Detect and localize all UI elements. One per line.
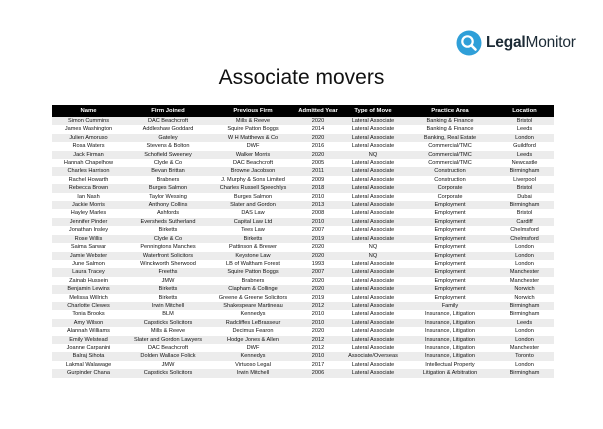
table-row — [52, 159, 554, 167]
practice-area-cell: Employment — [405, 243, 495, 251]
previous-firm-cell: Pattinson & Brewer — [211, 243, 295, 251]
firm-joined-cell: JMW — [125, 277, 211, 285]
name-cell: Hayley Marles — [52, 209, 125, 217]
previous-firm-cell: Virtuoso Legal — [211, 361, 295, 369]
previous-firm-cell: Squire Patton Boggs — [211, 268, 295, 276]
admitted-year-cell: 2020 — [295, 327, 341, 335]
practice-area-cell: Banking, Real Estate — [405, 134, 495, 142]
location-cell: London — [495, 243, 554, 251]
table-row — [52, 302, 554, 310]
type-of-move-cell: Lateral Associate — [341, 167, 405, 175]
name-cell: Charles Harrison — [52, 167, 125, 175]
column-header-firm-joined: Firm Joined — [125, 105, 211, 117]
firm-joined-cell: Burges Salmon — [125, 184, 211, 192]
type-of-move-cell: Lateral Associate — [341, 134, 405, 142]
location-cell: Bristol — [495, 184, 554, 192]
firm-joined-cell: Waterfront Solicitors — [125, 252, 211, 260]
name-cell: Hannah Chapelhow — [52, 159, 125, 167]
table-row — [52, 260, 554, 268]
practice-area-cell: Construction — [405, 176, 495, 184]
name-cell: Laura Tracey — [52, 268, 125, 276]
firm-joined-cell: Slater and Gordon Lawyers — [125, 336, 211, 344]
name-cell: Emily Welstead — [52, 336, 125, 344]
firm-joined-cell: Anthony Collins — [125, 201, 211, 209]
firm-joined-cell: Bevan Brittan — [125, 167, 211, 175]
location-cell: London — [495, 336, 554, 344]
firm-joined-cell: Freeths — [125, 268, 211, 276]
admitted-year-cell: 2010 — [295, 218, 341, 226]
previous-firm-cell: Radcliffes LeBrasseur — [211, 319, 295, 327]
practice-area-cell: Corporate — [405, 193, 495, 201]
location-cell: Manchester — [495, 268, 554, 276]
firm-joined-cell: BLM — [125, 310, 211, 318]
location-cell: London — [495, 361, 554, 369]
practice-area-cell: Employment — [405, 209, 495, 217]
practice-area-cell: Commercial/TMC — [405, 159, 495, 167]
name-cell: Balraj Sihota — [52, 352, 125, 360]
practice-area-cell: Insurance, Litigation — [405, 352, 495, 360]
previous-firm-cell: Walker Morris — [211, 151, 295, 159]
table-row — [52, 218, 554, 226]
admitted-year-cell: 2011 — [295, 167, 341, 175]
name-cell: Jackie Morris — [52, 201, 125, 209]
table-row — [52, 327, 554, 335]
practice-area-cell: Employment — [405, 235, 495, 243]
type-of-move-cell: Lateral Associate — [341, 226, 405, 234]
location-cell: Cardiff — [495, 218, 554, 226]
firm-joined-cell: Eversheds Sutherland — [125, 218, 211, 226]
location-cell: London — [495, 327, 554, 335]
practice-area-cell: Employment — [405, 268, 495, 276]
practice-area-cell: Employment — [405, 201, 495, 209]
admitted-year-cell: 2018 — [295, 184, 341, 192]
practice-area-cell: Commercial/TMC — [405, 151, 495, 159]
name-cell: Rachel Howarth — [52, 176, 125, 184]
type-of-move-cell: Lateral Associate — [341, 193, 405, 201]
type-of-move-cell: Lateral Associate — [341, 319, 405, 327]
admitted-year-cell: 2010 — [295, 310, 341, 318]
admitted-year-cell: 2007 — [295, 226, 341, 234]
location-cell: Norwich — [495, 294, 554, 302]
location-cell: Newcastle — [495, 159, 554, 167]
name-cell: Gurpinder Chana — [52, 369, 125, 377]
type-of-move-cell: Lateral Associate — [341, 125, 405, 133]
admitted-year-cell: 2020 — [295, 134, 341, 142]
previous-firm-cell: Browne Jacobson — [211, 167, 295, 175]
location-cell: Chelmsford — [495, 226, 554, 234]
table-row — [52, 117, 554, 125]
table-row — [52, 201, 554, 209]
type-of-move-cell: Associate/Overseas — [341, 352, 405, 360]
location-cell: Birmingham — [495, 302, 554, 310]
practice-area-cell: Employment — [405, 252, 495, 260]
table-header-row — [52, 105, 554, 117]
firm-joined-cell: Brabners — [125, 176, 211, 184]
table-row — [52, 184, 554, 192]
type-of-move-cell: NQ — [341, 243, 405, 251]
previous-firm-cell: DWF — [211, 142, 295, 150]
firm-joined-cell: Taylor Wessing — [125, 193, 211, 201]
admitted-year-cell: 2020 — [295, 243, 341, 251]
column-header-practice-area: Practice Area — [405, 105, 495, 117]
admitted-year-cell: 2020 — [295, 252, 341, 260]
previous-firm-cell: Squire Patton Boggs — [211, 125, 295, 133]
location-cell: Guildford — [495, 142, 554, 150]
name-cell: Rebecca Brown — [52, 184, 125, 192]
practice-area-cell: Employment — [405, 218, 495, 226]
location-cell: Birmingham — [495, 167, 554, 175]
previous-firm-cell: Keystone Law — [211, 252, 295, 260]
type-of-move-cell: Lateral Associate — [341, 327, 405, 335]
table-row — [52, 310, 554, 318]
table-body — [52, 117, 554, 378]
location-cell: London — [495, 260, 554, 268]
firm-joined-cell: Addleshaw Goddard — [125, 125, 211, 133]
admitted-year-cell: 2014 — [295, 125, 341, 133]
location-cell: Bristol — [495, 209, 554, 217]
column-header-type-of-move: Type of Move — [341, 105, 405, 117]
type-of-move-cell: Lateral Associate — [341, 117, 405, 125]
type-of-move-cell: Lateral Associate — [341, 218, 405, 226]
location-cell: Dubai — [495, 193, 554, 201]
table-row — [52, 268, 554, 276]
firm-joined-cell: Birketts — [125, 294, 211, 302]
previous-firm-cell: LB of Waltham Forest — [211, 260, 295, 268]
admitted-year-cell: 2012 — [295, 302, 341, 310]
name-cell: James Washington — [52, 125, 125, 133]
admitted-year-cell: 2017 — [295, 361, 341, 369]
table-row — [52, 134, 554, 142]
previous-firm-cell: Greene & Greene Solicitors — [211, 294, 295, 302]
table-row — [52, 369, 554, 377]
type-of-move-cell: Lateral Associate — [341, 294, 405, 302]
name-cell: Saima Sarwar — [52, 243, 125, 251]
type-of-move-cell: Lateral Associate — [341, 369, 405, 377]
practice-area-cell: Commercial/TMC — [405, 142, 495, 150]
admitted-year-cell: 2012 — [295, 344, 341, 352]
firm-joined-cell: Ashfords — [125, 209, 211, 217]
name-cell: Jamie Webster — [52, 252, 125, 260]
admitted-year-cell: 2008 — [295, 209, 341, 217]
location-cell: Birmingham — [495, 369, 554, 377]
admitted-year-cell: 2005 — [295, 159, 341, 167]
practice-area-cell: Banking & Finance — [405, 117, 495, 125]
admitted-year-cell: 2020 — [295, 285, 341, 293]
admitted-year-cell: 2019 — [295, 235, 341, 243]
firm-joined-cell: Clyde & Co — [125, 235, 211, 243]
name-cell: Joanne Carpanini — [52, 344, 125, 352]
practice-area-cell: Insurance, Litigation — [405, 336, 495, 344]
admitted-year-cell: 2010 — [295, 352, 341, 360]
table-row — [52, 294, 554, 302]
previous-firm-cell: Brabners — [211, 277, 295, 285]
table-row — [52, 167, 554, 175]
admitted-year-cell: 1993 — [295, 260, 341, 268]
firm-joined-cell: Dolden Wallace Folick — [125, 352, 211, 360]
practice-area-cell: Insurance, Litigation — [405, 344, 495, 352]
practice-area-cell: Employment — [405, 285, 495, 293]
practice-area-cell: Construction — [405, 167, 495, 175]
previous-firm-cell: Kennedys — [211, 310, 295, 318]
practice-area-cell: Employment — [405, 226, 495, 234]
firm-joined-cell: Irwin Mitchell — [125, 302, 211, 310]
type-of-move-cell: Lateral Associate — [341, 176, 405, 184]
type-of-move-cell: Lateral Associate — [341, 142, 405, 150]
firm-joined-cell: Birketts — [125, 285, 211, 293]
previous-firm-cell: DAS Law — [211, 209, 295, 217]
type-of-move-cell: Lateral Associate — [341, 209, 405, 217]
location-cell: Bristol — [495, 117, 554, 125]
firm-joined-cell: Clyde & Co — [125, 159, 211, 167]
firm-joined-cell: Penningtons Manches — [125, 243, 211, 251]
firm-joined-cell: DAC Beachcroft — [125, 344, 211, 352]
type-of-move-cell: Lateral Associate — [341, 336, 405, 344]
type-of-move-cell: Lateral Associate — [341, 159, 405, 167]
practice-area-cell: Employment — [405, 260, 495, 268]
table-row — [52, 235, 554, 243]
previous-firm-cell: Mills & Reeve — [211, 117, 295, 125]
previous-firm-cell: Decimus Fearon — [211, 327, 295, 335]
table-row — [52, 252, 554, 260]
type-of-move-cell: Lateral Associate — [341, 310, 405, 318]
firm-joined-cell: Capsticks Solicitors — [125, 319, 211, 327]
firm-joined-cell: JMW — [125, 361, 211, 369]
admitted-year-cell: 2006 — [295, 369, 341, 377]
practice-area-cell: Employment — [405, 294, 495, 302]
previous-firm-cell: J. Murphy & Sons Limited — [211, 176, 295, 184]
name-cell: Jonathan Insley — [52, 226, 125, 234]
location-cell: London — [495, 252, 554, 260]
location-cell: Toronto — [495, 352, 554, 360]
practice-area-cell: Intellectual Property — [405, 361, 495, 369]
type-of-move-cell: NQ — [341, 151, 405, 159]
admitted-year-cell: 2020 — [295, 151, 341, 159]
table-row — [52, 142, 554, 150]
previous-firm-cell: W H Matthews & Co — [211, 134, 295, 142]
table-row — [52, 125, 554, 133]
admitted-year-cell: 2012 — [295, 336, 341, 344]
name-cell: Jennifer Pinder — [52, 218, 125, 226]
table-row — [52, 361, 554, 369]
name-cell: Alannah Williams — [52, 327, 125, 335]
admitted-year-cell: 2010 — [295, 193, 341, 201]
location-cell: Leeds — [495, 151, 554, 159]
type-of-move-cell: Lateral Associate — [341, 201, 405, 209]
column-header-admitted-year: Admitted Year — [295, 105, 341, 117]
location-cell: Birmingham — [495, 310, 554, 318]
location-cell: Chelmsford — [495, 235, 554, 243]
admitted-year-cell: 2020 — [295, 117, 341, 125]
previous-firm-cell: Hodge Jones & Allen — [211, 336, 295, 344]
type-of-move-cell: Lateral Associate — [341, 235, 405, 243]
previous-firm-cell: Kennedys — [211, 352, 295, 360]
name-cell: Simon Cummins — [52, 117, 125, 125]
name-cell: Benjamin Lewins — [52, 285, 125, 293]
firm-joined-cell: Stevens & Bolton — [125, 142, 211, 150]
previous-firm-cell: Charles Russell Speechlys — [211, 184, 295, 192]
name-cell: Lakmal Walawage — [52, 361, 125, 369]
name-cell: Ian Nash — [52, 193, 125, 201]
table-row — [52, 151, 554, 159]
location-cell: Birmingham — [495, 201, 554, 209]
firm-joined-cell: Mills & Reeve — [125, 327, 211, 335]
firm-joined-cell: Birketts — [125, 226, 211, 234]
location-cell: Manchester — [495, 344, 554, 352]
location-cell: Norwich — [495, 285, 554, 293]
admitted-year-cell: 2009 — [295, 176, 341, 184]
name-cell: Amy Wilson — [52, 319, 125, 327]
previous-firm-cell: Capital Law Ltd — [211, 218, 295, 226]
location-cell: Manchester — [495, 277, 554, 285]
admitted-year-cell: 2013 — [295, 201, 341, 209]
logo-wordmark — [486, 34, 576, 52]
location-cell: Leeds — [495, 125, 554, 133]
table-row — [52, 243, 554, 251]
type-of-move-cell: Lateral Associate — [341, 361, 405, 369]
previous-firm-cell: Shakespeare Martineau — [211, 302, 295, 310]
type-of-move-cell: Lateral Associate — [341, 268, 405, 276]
firm-joined-cell: Gateley — [125, 134, 211, 142]
practice-area-cell: Insurance, Litigation — [405, 319, 495, 327]
practice-area-cell: Insurance, Litigation — [405, 327, 495, 335]
practice-area-cell: Banking & Finance — [405, 125, 495, 133]
admitted-year-cell: 2007 — [295, 268, 341, 276]
table-row — [52, 193, 554, 201]
table-row — [52, 336, 554, 344]
name-cell: June Salmon — [52, 260, 125, 268]
previous-firm-cell: Clapham & Collinge — [211, 285, 295, 293]
type-of-move-cell: Lateral Associate — [341, 184, 405, 192]
table-row — [52, 277, 554, 285]
previous-firm-cell: Burges Salmon — [211, 193, 295, 201]
location-cell: Liverpool — [495, 176, 554, 184]
name-cell: Julien Amoruso — [52, 134, 125, 142]
firm-joined-cell: Winckworth Sherwood — [125, 260, 211, 268]
admitted-year-cell: 2020 — [295, 277, 341, 285]
previous-firm-cell: Irwin Mitchell — [211, 369, 295, 377]
previous-firm-cell: Birketts — [211, 235, 295, 243]
previous-firm-cell: Tees Law — [211, 226, 295, 234]
admitted-year-cell: 2010 — [295, 319, 341, 327]
practice-area-cell: Insurance, Litigation — [405, 310, 495, 318]
name-cell: Zainab Hussein — [52, 277, 125, 285]
name-cell: Jack Firman — [52, 151, 125, 159]
table-row — [52, 226, 554, 234]
practice-area-cell: Corporate — [405, 184, 495, 192]
logo-brand-prefix: Legal — [486, 34, 526, 51]
magnifier-logo-icon — [456, 30, 482, 56]
location-cell: London — [495, 134, 554, 142]
name-cell: Rose Willis — [52, 235, 125, 243]
type-of-move-cell: Lateral Associate — [341, 344, 405, 352]
logo-brand-suffix: Monitor — [525, 34, 576, 51]
table-row — [52, 176, 554, 184]
previous-firm-cell: Slater and Gordon — [211, 201, 295, 209]
previous-firm-cell: DAC Beachcroft — [211, 159, 295, 167]
name-cell: Charlotte Clewes — [52, 302, 125, 310]
column-header-location: Location — [495, 105, 554, 117]
table-row — [52, 352, 554, 360]
associate-movers-table — [52, 105, 554, 378]
name-cell: Tonia Brooks — [52, 310, 125, 318]
column-header-name: Name — [52, 105, 125, 117]
previous-firm-cell: DWF — [211, 344, 295, 352]
legalmonitor-logo — [456, 30, 576, 56]
admitted-year-cell: 2019 — [295, 294, 341, 302]
practice-area-cell: Litigation & Arbitration — [405, 369, 495, 377]
type-of-move-cell: Lateral Associate — [341, 277, 405, 285]
practice-area-cell: Employment — [405, 277, 495, 285]
firm-joined-cell: Capsticks Solicitors — [125, 369, 211, 377]
type-of-move-cell: Lateral Associate — [341, 260, 405, 268]
column-header-previous-firm: Previous Firm — [211, 105, 295, 117]
name-cell: Rosa Waters — [52, 142, 125, 150]
table-row — [52, 209, 554, 217]
admitted-year-cell: 2016 — [295, 142, 341, 150]
type-of-move-cell: Lateral Associate — [341, 302, 405, 310]
table-row — [52, 285, 554, 293]
type-of-move-cell: Lateral Associate — [341, 285, 405, 293]
firm-joined-cell: Schofield Sweeney — [125, 151, 211, 159]
page-title: Associate movers — [218, 66, 385, 89]
table-row — [52, 319, 554, 327]
location-cell: Leeds — [495, 319, 554, 327]
type-of-move-cell: NQ — [341, 252, 405, 260]
firm-joined-cell: DAC Beachcroft — [125, 117, 211, 125]
name-cell: Melissa Willrich — [52, 294, 125, 302]
table-row — [52, 344, 554, 352]
practice-area-cell: Family — [405, 302, 495, 310]
